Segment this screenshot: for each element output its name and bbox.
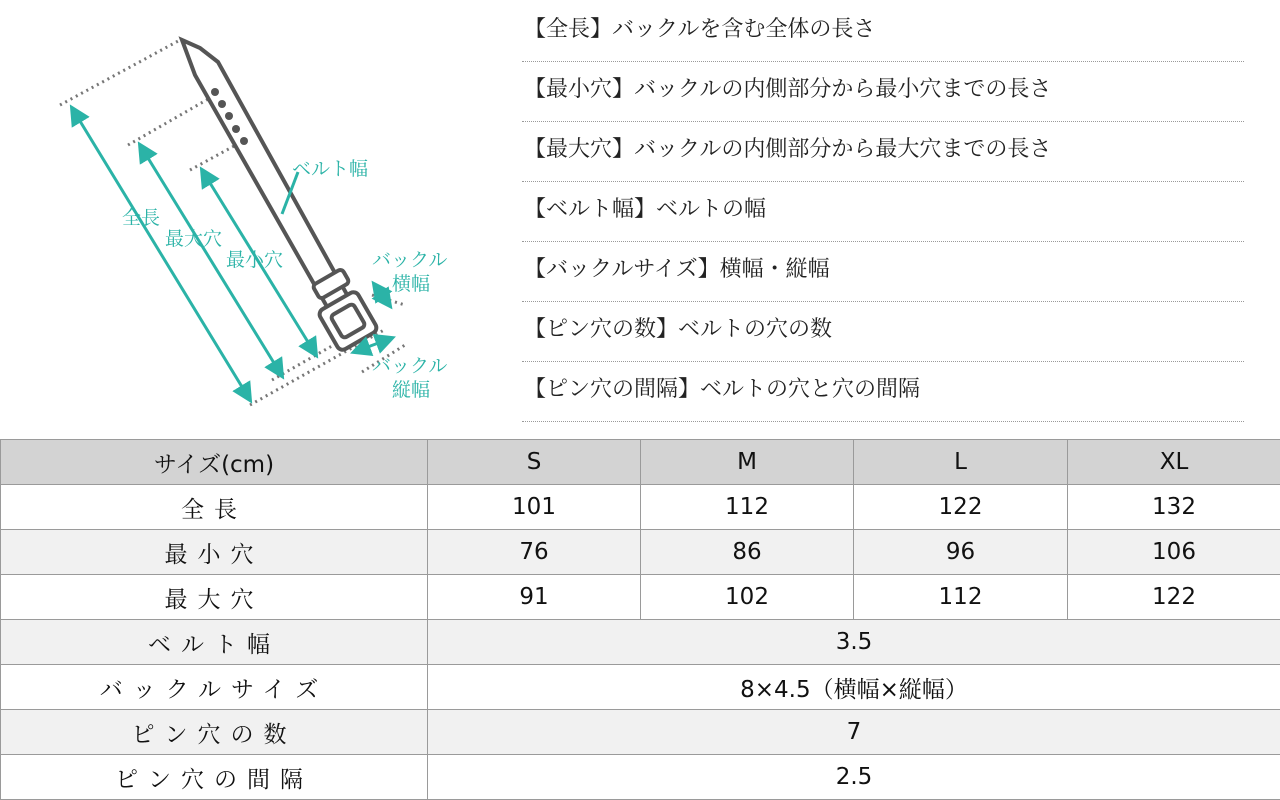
table-cell: 91 <box>428 575 641 620</box>
header-cell: サイズ(cm) <box>1 440 428 485</box>
row-label: ピン穴の数 <box>1 710 428 755</box>
table-cell: 8×4.5（横幅×縦幅） <box>428 665 1280 710</box>
label-total-length: 全長 <box>122 207 161 229</box>
row-label: バックルサイズ <box>1 665 428 710</box>
table-row <box>1 575 1280 620</box>
label-buckle-width-sub: 横幅 <box>392 273 431 295</box>
table-row <box>1 755 1280 800</box>
legend-item: 【全長】バックルを含む全体の長さ <box>522 2 1244 62</box>
buckle-illustration <box>312 269 378 352</box>
label-buckle-width: バックル <box>372 249 448 271</box>
label-belt-width: ベルト幅 <box>292 158 369 180</box>
legend-item: 【最小穴】バックルの内側部分から最小穴までの長さ <box>522 62 1244 122</box>
row-label: ピン穴の間隔 <box>1 755 428 800</box>
table-cell: 122 <box>854 485 1068 530</box>
table-cell: 86 <box>641 530 854 575</box>
table-row <box>1 530 1280 575</box>
header-cell: M <box>641 440 854 485</box>
table-row <box>1 710 1280 755</box>
row-label: 最小穴 <box>1 530 428 575</box>
measurement-legend <box>522 2 1244 422</box>
legend-item: 【ベルト幅】ベルトの幅 <box>522 182 1244 242</box>
header-cell: XL <box>1068 440 1280 485</box>
legend-item: 【最大穴】バックルの内側部分から最大穴までの長さ <box>522 122 1244 182</box>
size-chart-table <box>0 439 1280 800</box>
table-cell: 101 <box>428 485 641 530</box>
label-max-hole: 最大穴 <box>165 228 223 250</box>
table-header-row <box>1 440 1280 485</box>
row-label: ベルト幅 <box>1 620 428 665</box>
label-buckle-height-sub: 縦幅 <box>392 379 431 401</box>
table-row <box>1 665 1280 710</box>
table-row <box>1 485 1280 530</box>
table-cell: 106 <box>1068 530 1280 575</box>
table-cell: 7 <box>428 710 1280 755</box>
table-cell: 3.5 <box>428 620 1280 665</box>
table-cell: 112 <box>641 485 854 530</box>
table-row <box>1 620 1280 665</box>
table-cell: 76 <box>428 530 641 575</box>
table-cell: 102 <box>641 575 854 620</box>
label-min-hole: 最小穴 <box>226 249 284 271</box>
label-buckle-height: バックル <box>372 355 448 377</box>
table-cell: 2.5 <box>428 755 1280 800</box>
belt-measurement-diagram <box>0 0 520 440</box>
legend-item: 【ピン穴の数】ベルトの穴の数 <box>522 302 1244 362</box>
header-cell: S <box>428 440 641 485</box>
row-label: 全長 <box>1 485 428 530</box>
table-cell: 96 <box>854 530 1068 575</box>
table-cell: 132 <box>1068 485 1280 530</box>
table-cell: 112 <box>854 575 1068 620</box>
legend-item: 【ピン穴の間隔】ベルトの穴と穴の間隔 <box>522 362 1244 422</box>
table-cell: 122 <box>1068 575 1280 620</box>
legend-item: 【バックルサイズ】横幅・縦幅 <box>522 242 1244 302</box>
row-label: 最大穴 <box>1 575 428 620</box>
header-cell: L <box>854 440 1068 485</box>
